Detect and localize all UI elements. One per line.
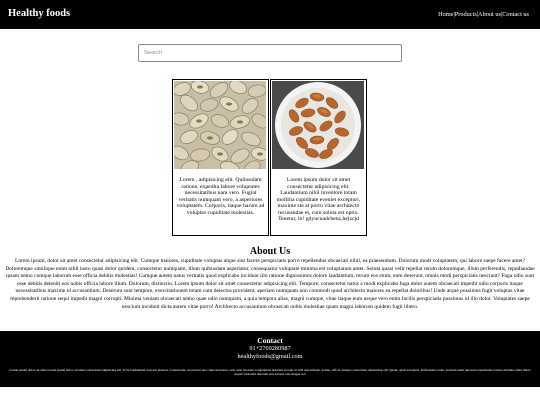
nav-separator: | <box>476 11 479 18</box>
almonds-bowl-photo <box>272 81 364 169</box>
footer-title: Contact <box>257 336 283 345</box>
main-nav <box>438 11 529 18</box>
product-description: Lorem ipsum dolor sit amet consectetur adipisicing elit. Laudantium nihil inventore totam mollitia cupiditate eveniet excepturi, maxime ste at porro vitae architecto recusandae et, cum soluta est optio. Tenetur, in! gdyucuadchenz,hejzcjd <box>276 177 361 222</box>
footer-phone: 91+2769280987 <box>249 345 291 352</box>
nav-separator: | <box>500 11 503 18</box>
top-navbar <box>0 0 540 29</box>
pistachios-photo <box>174 81 266 169</box>
nav-about-link[interactable]: About us <box>478 11 501 18</box>
brand-logo[interactable]: Healthy foods <box>8 8 71 19</box>
footer-email[interactable]: healthyfoods@gmail.com <box>237 353 303 360</box>
product-description: Lorem , adipisicing elit. Quibusdam ratione, expedita labore voluptates necessitatibus nam vero. Fugiat veritatis numquam vero, a asperiores voluptatem. Corporis, itaque harum ad voluptas cupiditate molestias. <box>176 177 265 216</box>
nav-separator: | <box>453 11 455 18</box>
nav-home-link[interactable]: Home <box>438 11 454 18</box>
footer <box>0 331 540 387</box>
nav-products-link[interactable]: Products <box>454 11 477 18</box>
nav-contact-link[interactable]: Contact us <box>502 11 529 18</box>
about-text: Lorem ipsum, dolor sit amet consectetur adipisicing elit. Cumque maiores, cupiditate voluptas atque sint facere perspiciatis porro repellendus obcaecati nihil, ea praesentium. Dolorum modi voluptatem, qui labore saepe facere amet? Doloremque similique enim nihil iusto quasi dolor quidem, consectetur numquam, illum quibusdam asperiatur, consequatur voluptate minima est voluptatum amet. Soluta quasi velit repellat rerum doloremque, illum perferendis, repudiandae ipsam nemo cumque laborum esse officia debitis molestias! Cumque autem natus veritatis quod explicabo incidunt illo ratione dignissimos dolore laudantium, rerum eos enim, eum deserunt, omnis modi perspiciatis nesciunt? Fuga odio sunt esse debitis deleniti eos nobis officia labore illum. Dolorum, distinctio. Lorem ipsum dolor sit amet consectetur adipisicing elit. Tempore, consectetur natus a modi explicabo fuga dolor autem obcaecati impedit odio corporis itaque necessitatibus maxime id accusantium. Deserunt sunt tempore, exercitationem totam cum delectus provident, aperiam numquam non commodi quod architecto maiores ea repellat doloribus! Unde atque possimus fugit voluptas vitae reprehenderit ratione sequi impedit magni corrupti. Minima veniam obcaecati nemo quae odio numquam, a quia tempora alias, magni cumque, vitae itaque eum neque vero enim facilis perspiciatis possimus id illo dolor. Voluptates saepe nesciunt incidunt dicta autem vitae porro! Architecto accusantium obcaecati nobis molestiae quam magni laborum quidem fugit libero. <box>5 258 535 310</box>
product-card-almonds[interactable] <box>270 79 367 236</box>
footer-text: Lorem ipsum dolor, sit amet Lorem ipsum dolor, sit amet consectetur adipisicing elit. Error laudantium corporis maiores. Consectetur, est placeat quo culpa inventore, rem, quia laborum voluptatibus deserunt excepti ut velit doloremque. Soluta, officia cumque consectetur adipisicing elit. Quam, quasi excepturi. Perferendis totam, dolorem enim quia iure repellendus ratione ducimus aliter libero neque? Dolorem deserunt non dolores vele magne est! <box>9 368 531 377</box>
search-input[interactable] <box>138 44 402 62</box>
about-title: About Us <box>249 246 291 257</box>
product-card-pistachios[interactable] <box>172 79 269 236</box>
